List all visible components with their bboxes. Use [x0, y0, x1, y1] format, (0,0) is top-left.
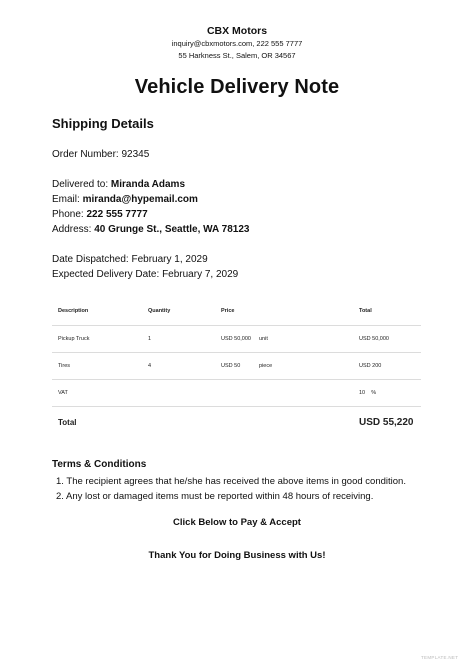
- dispatched-label: Date Dispatched:: [52, 254, 129, 265]
- total-row: [52, 406, 421, 438]
- table-row: [52, 325, 421, 352]
- terms-item: 2. Any lost or damaged items must be reported within 48 hours of receiving.: [56, 491, 374, 502]
- vat-cell: [359, 379, 421, 406]
- row-price: USD 50: [221, 352, 259, 379]
- header-total: Total: [359, 298, 421, 325]
- row-description: Tires: [52, 352, 148, 379]
- vat-label: VAT: [52, 379, 148, 406]
- row-price: USD 50,000: [221, 325, 259, 352]
- header-unit: [259, 298, 359, 325]
- delivered-to-value: Miranda Adams: [110, 179, 186, 190]
- address-line: [52, 222, 250, 237]
- order-number-line: [52, 147, 149, 162]
- template-watermark: TEMPLATE.NET: [421, 655, 459, 660]
- dispatched-line: [52, 252, 238, 267]
- email-line: [52, 192, 250, 207]
- shipping-heading: Shipping Details: [52, 116, 154, 131]
- address-value: 40 Grunge St., Seattle, WA 78123: [94, 224, 250, 235]
- row-total: USD 200: [359, 352, 421, 379]
- thank-you-text: Thank You for Doing Business with Us!: [148, 550, 326, 561]
- table-row: [52, 352, 421, 379]
- company-contact: inquiry@cbxmotors.com, 222 555 7777: [171, 39, 303, 48]
- terms-heading: Terms & Conditions: [52, 459, 147, 470]
- phone-value: 222 555 7777: [86, 209, 148, 220]
- expected-value: February 7, 2029: [162, 269, 239, 280]
- email-value: miranda@hypemail.com: [82, 194, 198, 205]
- page-title: Vehicle Delivery Note: [134, 76, 340, 98]
- delivered-to-label: Delivered to:: [52, 179, 109, 190]
- header-price: Price: [221, 298, 259, 325]
- dates-block: [52, 252, 238, 282]
- order-number-label: Order Number:: [52, 149, 119, 160]
- row-total: USD 50,000: [359, 325, 421, 352]
- expected-line: [52, 267, 238, 282]
- table-header-row: [52, 298, 421, 325]
- address-label: Address:: [52, 224, 92, 235]
- total-value: USD 55,220: [359, 416, 414, 428]
- dispatched-value: February 1, 2029: [131, 254, 208, 265]
- header-quantity: Quantity: [148, 298, 221, 325]
- phone-label: Phone:: [52, 209, 84, 220]
- terms-list: [56, 474, 406, 504]
- vat-value: 10: [359, 389, 366, 396]
- row-unit: unit: [259, 325, 359, 352]
- row-unit: piece: [259, 352, 359, 379]
- delivered-to-line: [52, 177, 250, 192]
- total-label: Total: [58, 417, 77, 427]
- row-quantity: 4: [148, 352, 221, 379]
- expected-label: Expected Delivery Date:: [52, 269, 160, 280]
- items-table: [52, 298, 421, 438]
- company-header: [0, 24, 474, 62]
- pay-accept-text: Click Below to Pay & Accept: [173, 517, 301, 528]
- company-address: 55 Harkness St., Salem, OR 34567: [178, 51, 296, 60]
- email-label: Email:: [52, 194, 80, 205]
- row-description: Pickup Truck: [52, 325, 148, 352]
- row-quantity: 1: [148, 325, 221, 352]
- terms-item: 1. The recipient agrees that he/she has received the above items in good condition.: [56, 476, 406, 487]
- company-name: CBX Motors: [206, 25, 268, 37]
- phone-line: [52, 207, 250, 222]
- vat-row: [52, 379, 421, 406]
- order-number-value: 92345: [121, 149, 150, 160]
- vat-unit: %: [371, 389, 377, 396]
- header-description: Description: [52, 298, 148, 325]
- recipient-block: [52, 177, 250, 237]
